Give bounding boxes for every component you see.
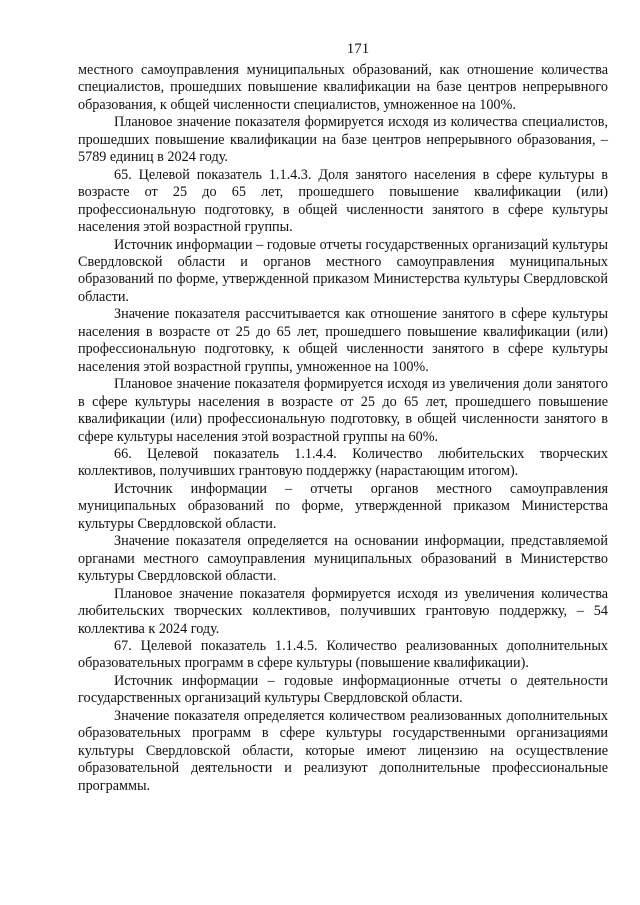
document-page [78, 40, 608, 795]
paragraph-planned-value-1-1-4-4: Плановое значение показателя формируется исходя из увеличения количества любительских творческих коллективов, получивших грантовую поддержку, – 54 коллектива к 2024 году. [78, 585, 608, 637]
paragraph-calculation-1-1-4-5: Значение показателя определяется количеством реализованных дополнительных образовательных программ в сфере культуры государственными организациями культуры Свердловской области, которые имеют лицензию на осуществление образовательной деятельности и реализуют дополнительные профессиональные программы. [78, 707, 608, 794]
paragraph-source-1-1-4-5: Источник информации – годовые информационные отчеты о деятельности государственных организаций культуры Свердловской области. [78, 672, 608, 707]
paragraph-continuation: местного самоуправления муниципальных образований, как отношение количества специалистов, прошедших повышение квалификации на базе центров непрерывного образования, к общей численности специалистов, умноженное на 100%. [78, 62, 608, 113]
paragraph-indicator-1-1-4-4: 66. Целевой показатель 1.1.4.4. Количество любительских творческих коллективов, получивших грантовую поддержку (нарастающим итогом). [78, 445, 608, 480]
paragraph-calculation-1-1-4-3: Значение показателя рассчитывается как отношение занятого в сфере культуры населения в возрасте от 25 до 65 лет, прошедшего повышение квалификации (или) профессиональную подготовку, к общей численности занятого в сфере культуры населения этой возрастной группы, умноженное на 100%. [78, 306, 608, 375]
paragraph-planned-value-1-1-4-3: Плановое значение показателя формируется исходя из увеличения доли занятого в сфере культуры населения в возрасте от 25 до 65 лет, прошедшего повышение квалификации (или) профессиональную подготовку, в общей численности занятого в сфере культуры населения этой возрастной группы на 60%. [78, 376, 608, 445]
page-number: 171 [346, 41, 370, 57]
paragraph-planned-value-specialists: Плановое значение показателя формируется исходя из количества специалистов, прошедших повышение квалификации на базе центров непрерывного образования, – 5789 единиц в 2024 году. [78, 114, 608, 166]
paragraph-source-1-1-4-4: Источник информации – отчеты органов местного самоуправления муниципальных образований по форме, утвержденной приказом Министерства культуры Свердловской области. [78, 480, 608, 532]
paragraph-indicator-1-1-4-3: 65. Целевой показатель 1.1.4.3. Доля занятого населения в сфере культуры в возрасте от 25 до 65 лет, прошедшего повышение квалификации (или) профессиональную подготовку, в общей численности занятого в сфере культуры населения этой возрастной группы. [78, 166, 608, 236]
paragraph-indicator-1-1-4-5: 67. Целевой показатель 1.1.4.5. Количество реализованных дополнительных образовательных программ в сфере культуры (повышение квалификации). [78, 637, 608, 672]
paragraph-calculation-1-1-4-4: Значение показателя определяется на основании информации, представляемой органами местного самоуправления муниципальных образований в Министерство культуры Свердловской области. [78, 533, 608, 585]
paragraph-source-1-1-4-3: Источник информации – годовые отчеты государственных организаций культуры Свердловской области и органов местного самоуправления муниципальных образований по форме, утвержденной приказом Министерства культуры Свердловской области. [78, 236, 608, 305]
